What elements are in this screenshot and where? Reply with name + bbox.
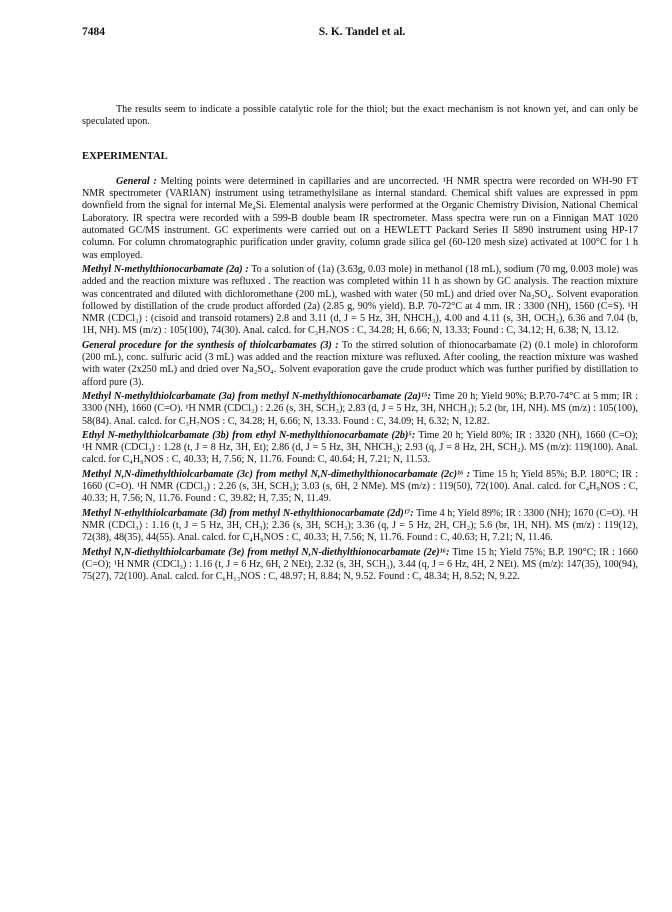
procedure-3d xyxy=(82,508,638,545)
general-text: Melting points were determined in capillaries and are uncorrected. ¹H NMR spectra were recorded on WH-90 FT NMR spectrometer (VARIAN) instrument using tetramethylsilane as internal standard. Chemical shift values are expressed in ppm downfield from the signal for internal Me₄Si. Elemental analysis were performed at the Organic Chemistry Division, National Chemical Laboratory. IR spectra were recorded with a 599-B double beam IR spectrometer. Mass spectra were run on a Finnigan MAT 1020 automated GC/MS instrument. GC experiments were carried out on a HEWLETT Packard Series II 5890 instrument using HP-17 column. For column chromatographic purification under gravity, column grade silica gel (60-120 mesh size) activated at 100°C for 1 h was employed. xyxy=(82,175,638,261)
procedure-text: Time 4 h; Yield 89%; IR : 3300 (NH); 1670 (C=O). ¹H NMR (CDCl₃) : 1.16 (t, J = 5 Hz, 3H, CH₃); 2.36 (s, 3H, SCH₃); 3.36 (q, J = 5 Hz, 2H, CH₂); 5.6 (br, 1H, NH). MS (m/z) : 119(12), 72(38), 48(35), 44(55). Anal. calcd. for C₄H₉NOS : C, 40.33; H, 7.56; N, 11.76. Found : C, 40.63; H, 7.21; N, 11.46. xyxy=(82,507,638,544)
procedure-title: Methyl N-methylthiolcarbamate (3a) from methyl N-methylthionocarbamate (2a)¹⁵: xyxy=(82,390,431,402)
procedure-text: Time 15 h; Yield 75%; B.P. 190°C; IR : 1660 (C=O); ¹H NMR (CDCl₃) : 1.16 (t, J = 6 Hz, 6H, 2 NEt), 2.32 (s, 3H, SCH₃), 3.44 (q, J = 6 Hz, 4H, 2 NEt). MS (m/z): 147(35), 100(94), 75(27), 72(100). Anal. calcd. for C₆H₁₃NOS : C, 48.97; H, 8.84; N, 9.52. Found : C, 48.34; H, 8.52; N, 9.22. xyxy=(82,546,638,583)
procedure-3c xyxy=(82,469,638,506)
procedure-title: General procedure for the synthesis of thiolcarbamates (3) : xyxy=(82,339,339,351)
page-number: 7484 xyxy=(82,26,105,38)
procedure-3e xyxy=(82,547,638,584)
procedure-3a xyxy=(82,391,638,428)
procedure-text: Time 20 h; Yield 80%; IR : 3320 (NH), 1660 (C=O); ¹H NMR (CDCl₃) : 1.28 (t, J = 8 Hz, 3H, Et); 2.86 (d, J = 5 Hz, 3H, NHCH₃); 2.93 (q, J = 8 Hz, 2H, SCH₂). MS (m/z): 119(100). Anal. calcd. for C₄H₉NOS : C, 40.33; H, 7.56; N, 11.76. Found: C, 40.64; H, 7.21; N, 11.53. xyxy=(82,429,638,466)
procedure-3b xyxy=(82,430,638,467)
procedure-title: Methyl N,N-dimethylthiolcarbamate (3c) from methyl N,N-dimethylthionocarbamate (2c)¹⁶ : xyxy=(82,468,471,480)
general-heading: General : xyxy=(116,175,157,187)
section-heading: EXPERIMENTAL xyxy=(82,150,168,162)
procedure-text: Time 15 h; Yield 85%; B.P. 180°C; IR : 1660 (C=O). ¹H NMR (CDCl₃) : 2.26 (s, 3H, SCH₃); 3.03 (s, 6H, 2 NMe). MS (m/z) : 119(50), 72(100). Anal. calcd. for C₄H₉NOS : C, 40.33; H, 7.56; N, 11.76. Found : C, 39.82; H, 7.35; N, 11.49. xyxy=(82,468,638,505)
procedure-title: Methyl N-ethylthiolcarbamate (3d) from methyl N-ethylthionocarbamate (2d)¹⁷: xyxy=(82,507,414,519)
procedure-title: Methyl N-methylthionocarbamate (2a) : xyxy=(82,263,249,275)
procedure-2a xyxy=(82,264,638,338)
running-header-authors: S. K. Tandel et al. xyxy=(318,26,406,38)
procedure-text: To the stirred solution of thionocarbamate (2) (0.1 mole) in chloroform (200 mL), conc. sulfuric acid (3 mL) was added and the reaction mixture was refluxed. After cooling, the reaction mixture was washed with water (2x250 mL) and dried over Na₂SO₄. Solvent evaporation gave the crude product which was further purified by distillation to afford pure (3). xyxy=(82,339,639,388)
procedure-text: Time 20 h; Yield 90%; B.P.70-74°C at 5 mm; IR : 3300 (NH), 1660 (C=O). ¹H NMR (CDCl₃) : 2.26 (s, 3H, SCH₃); 2.83 (d, J = 5 Hz, 3H, NHCH₃); 5.2 (br, 1H, NH). MS (m/z) : 105(100), 58(84). Anal. calcd. for C₃H₇NOS : C, 34.28; H, 6.66; N, 13.33. Found : C, 34.09; H, 6.32; N, 12.82. xyxy=(82,390,639,427)
procedure-title: Methyl N,N-diethylthiolcarbamate (3e) from methyl N,N-diethylthionocarbamate (2e)¹⁶: xyxy=(82,546,450,558)
general-paragraph xyxy=(82,176,638,262)
article-body xyxy=(82,104,638,583)
procedure-title: Ethyl N-methylthiolcarbamate (3b) from ethyl N-methylthionocarbamate (2b)⁵: xyxy=(82,429,416,441)
procedure-general-3 xyxy=(82,340,638,389)
procedure-text: To a solution of (1a) (3.63g, 0.03 mole) in methanol (18 mL), sodium (70 mg, 0.003 mole) was added and the reaction mixture was refluxed . The reaction was completed within 11 h as shown by GC analysis. The reaction mixture was concentrated and diluted with dichloromethane (200 mL), washed with water (50 mL) and dried over Na₂SO₄. Solvent evaporation followed by distillation of the crude product afforded (2a) (2.85 g, 90% yield). B.P. 70-72°C at 4 mm. IR : 3300 (NH), 1560 (C=S). ¹H NMR (CDCl₃) : (cisoid and transoid rotamers) 2.8 and 3.11 (d, J = 5 Hz, 3H, NHCH₃), 4.00 and 4.11 (s, 3H, OCH₃), 6.36 and 7.04 (b, 1H, NH). MS (m/z) : 105(100), 74(30). Anal. calcd. for C₃H₇NOS : C, 34.28; H, 6.66; N, 13.33; Found : C, 34.12; H, 6.38; N, 13.12. xyxy=(82,263,638,337)
running-header xyxy=(82,26,642,46)
intro-paragraph: The results seem to indicate a possible catalytic role for the thiol; but the exact mechanism is not known yet, and can only be speculated upon. xyxy=(82,104,638,128)
